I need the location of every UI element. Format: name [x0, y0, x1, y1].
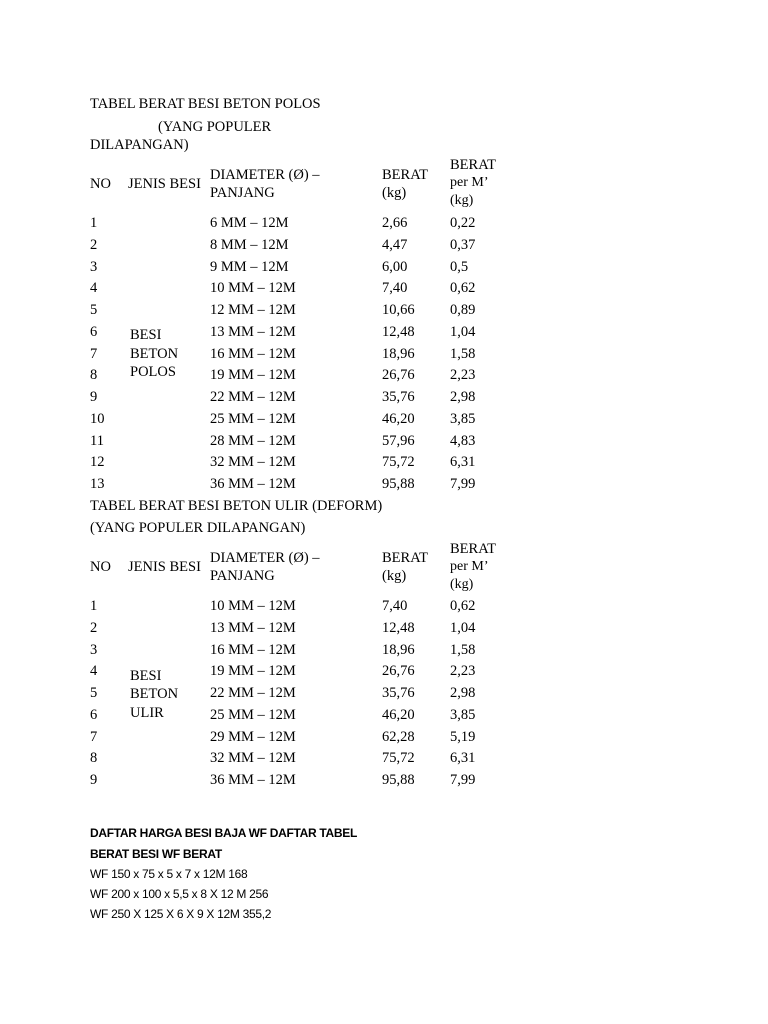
jenis-line: POLOS: [130, 364, 176, 380]
header-jenis-besi: JENIS BESI: [128, 176, 201, 192]
cell-diameter: 8 MM – 12M: [210, 236, 289, 253]
cell-berat-per-m: 0,62: [450, 280, 476, 297]
header-perm-line3: (kg): [450, 193, 474, 208]
header-berat-line1: BERAT: [382, 550, 428, 566]
cell-diameter: 25 MM – 12M: [210, 706, 296, 723]
wf-line: WF 150 x 75 x 5 x 7 x 12M 168: [90, 867, 248, 881]
table1-title: TABEL BERAT BESI BETON POLOS: [90, 96, 321, 112]
header-jenis-besi: JENIS BESI: [128, 559, 201, 575]
cell-berat: 35,76: [382, 685, 415, 701]
cell-berat: 12,48: [382, 619, 415, 636]
cell-berat: 12,48: [382, 323, 415, 340]
cell-berat-per-m: 0,37: [450, 236, 476, 253]
jenis-line: BETON: [130, 686, 179, 702]
cell-berat-per-m: 2,23: [450, 367, 476, 384]
table2-subtitle: (YANG POPULER DILAPANGAN): [90, 520, 306, 536]
table1-subtitle-line2: DILAPANGAN): [90, 137, 189, 153]
cell-diameter: 32 MM – 12M: [210, 454, 296, 471]
cell-no: 8: [90, 750, 98, 767]
cell-diameter: 32 MM – 12M: [210, 750, 296, 767]
cell-no: 1: [90, 215, 98, 231]
cell-berat: 46,20: [382, 706, 415, 723]
cell-berat-per-m: 3,85: [450, 410, 476, 427]
cell-berat: 7,40: [382, 598, 408, 614]
cell-diameter: 12 MM – 12M: [210, 302, 296, 318]
cell-berat: 7,40: [382, 280, 408, 297]
cell-no: 5: [90, 685, 98, 701]
cell-no: 2: [90, 236, 98, 253]
cell-berat: 2,66: [382, 215, 408, 231]
cell-no: 5: [90, 302, 98, 318]
header-perm-line3: (kg): [450, 577, 474, 592]
header-perm-line2: per M’: [450, 559, 489, 574]
cell-berat-per-m: 6,31: [450, 454, 476, 471]
cell-no: 9: [90, 772, 98, 788]
cell-no: 1: [90, 598, 98, 614]
cell-diameter: 19 MM – 12M: [210, 663, 296, 680]
cell-diameter: 28 MM – 12M: [210, 432, 296, 449]
cell-no: 4: [90, 280, 98, 297]
header-no: NO: [90, 559, 111, 575]
cell-berat: 95,88: [382, 476, 415, 492]
cell-diameter: 13 MM – 12M: [210, 323, 296, 340]
cell-berat-per-m: 2,98: [450, 685, 476, 701]
cell-berat: 18,96: [382, 641, 415, 658]
cell-berat: 26,76: [382, 663, 415, 680]
header-diameter-line2: PANJANG: [210, 185, 275, 201]
cell-berat-per-m: 5,19: [450, 728, 476, 745]
cell-berat-per-m: 0,5: [450, 258, 469, 275]
cell-berat: 10,66: [382, 302, 415, 318]
header-no: NO: [90, 176, 111, 192]
cell-berat-per-m: 2,98: [450, 389, 476, 405]
jenis-line: ULIR: [130, 705, 164, 721]
cell-diameter: 19 MM – 12M: [210, 367, 296, 384]
cell-diameter: 16 MM – 12M: [210, 345, 296, 362]
cell-diameter: 36 MM – 12M: [210, 772, 296, 788]
wf-heading-line2: BERAT BESI WF BERAT: [90, 847, 222, 861]
cell-diameter: 29 MM – 12M: [210, 728, 296, 745]
cell-berat: 35,76: [382, 389, 415, 405]
cell-berat: 18,96: [382, 345, 415, 362]
cell-berat: 4,47: [382, 236, 408, 253]
jenis-line: BETON: [130, 346, 179, 362]
cell-no: 4: [90, 663, 98, 680]
cell-diameter: 10 MM – 12M: [210, 598, 296, 614]
cell-berat-per-m: 7,99: [450, 476, 476, 492]
cell-diameter: 22 MM – 12M: [210, 389, 296, 405]
cell-no: 6: [90, 323, 98, 340]
header-berat-line2: (kg): [382, 185, 407, 201]
cell-no: 7: [90, 728, 98, 745]
cell-berat-per-m: 7,99: [450, 772, 476, 788]
header-perm-line1: BERAT: [450, 157, 496, 173]
header-perm-line1: BERAT: [450, 541, 496, 557]
cell-berat-per-m: 1,58: [450, 641, 476, 658]
wf-line: WF 250 X 125 X 6 X 9 X 12M 355,2: [90, 907, 272, 921]
cell-diameter: 25 MM – 12M: [210, 410, 296, 427]
jenis-line: BESI: [130, 668, 162, 684]
cell-diameter: 9 MM – 12M: [210, 258, 289, 275]
cell-diameter: 22 MM – 12M: [210, 685, 296, 701]
cell-no: 2: [90, 619, 98, 636]
cell-diameter: 10 MM – 12M: [210, 280, 296, 297]
cell-berat-per-m: 1,04: [450, 323, 476, 340]
header-perm-line2: per M’: [450, 175, 489, 190]
cell-no: 6: [90, 706, 98, 723]
cell-berat-per-m: 4,83: [450, 432, 476, 449]
cell-no: 7: [90, 345, 98, 362]
cell-berat: 95,88: [382, 772, 415, 788]
cell-berat: 62,28: [382, 728, 415, 745]
cell-berat: 75,72: [382, 454, 415, 471]
cell-berat-per-m: 0,22: [450, 215, 476, 231]
header-diameter-line1: DIAMETER (Ø) –: [210, 550, 320, 566]
cell-no: 8: [90, 367, 98, 384]
table1-subtitle-line1: (YANG POPULER: [158, 119, 272, 135]
cell-berat-per-m: 0,89: [450, 302, 476, 318]
cell-no: 12: [90, 454, 105, 471]
cell-berat: 75,72: [382, 750, 415, 767]
wf-heading-line1: DAFTAR HARGA BESI BAJA WF DAFTAR TABEL: [90, 826, 358, 840]
cell-diameter: 36 MM – 12M: [210, 476, 296, 492]
cell-no: 9: [90, 389, 98, 405]
wf-line: WF 200 x 100 x 5,5 x 8 X 12 M 256: [90, 887, 269, 901]
cell-berat: 57,96: [382, 432, 415, 449]
cell-berat-per-m: 2,23: [450, 663, 476, 680]
header-diameter-line2: PANJANG: [210, 568, 275, 584]
cell-berat-per-m: 1,58: [450, 345, 476, 362]
cell-berat-per-m: 3,85: [450, 706, 476, 723]
cell-no: 3: [90, 641, 98, 658]
header-berat-line2: (kg): [382, 568, 407, 584]
cell-no: 13: [90, 476, 105, 492]
cell-berat-per-m: 1,04: [450, 619, 476, 636]
table2-title: TABEL BERAT BESI BETON ULIR (DEFORM): [90, 498, 383, 514]
cell-diameter: 13 MM – 12M: [210, 619, 296, 636]
cell-berat: 26,76: [382, 367, 415, 384]
cell-no: 10: [90, 410, 105, 427]
cell-no: 11: [90, 432, 104, 449]
cell-diameter: 6 MM – 12M: [210, 215, 289, 231]
jenis-line: BESI: [130, 327, 162, 343]
cell-berat: 6,00: [382, 258, 408, 275]
header-diameter-line1: DIAMETER (Ø) –: [210, 167, 320, 183]
cell-diameter: 16 MM – 12M: [210, 641, 296, 658]
cell-berat: 46,20: [382, 410, 415, 427]
header-berat-line1: BERAT: [382, 167, 428, 183]
cell-no: 3: [90, 258, 98, 275]
cell-berat-per-m: 6,31: [450, 750, 476, 767]
cell-berat-per-m: 0,62: [450, 598, 476, 614]
